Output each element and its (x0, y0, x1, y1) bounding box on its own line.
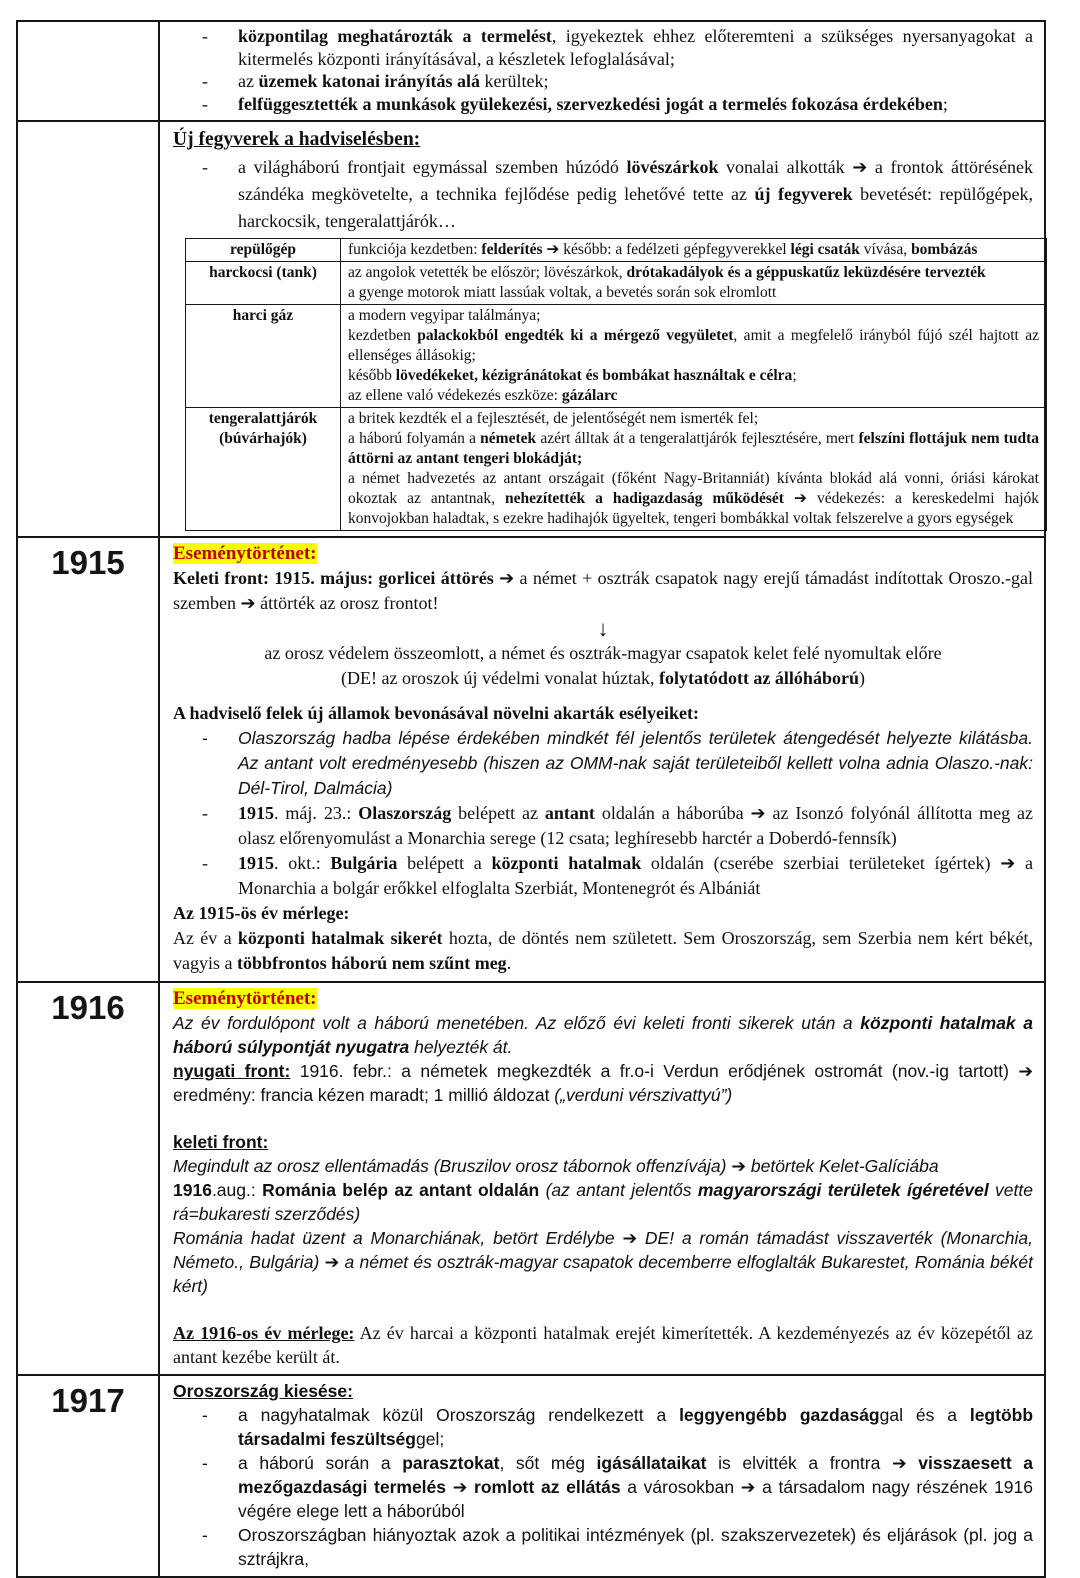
bullet-item (173, 726, 1033, 801)
bullet-marker: - (202, 1405, 208, 1425)
text-run: az angolok vetették be először; lövészárkok, (348, 264, 627, 281)
new-weapons-heading (173, 125, 1033, 154)
text-run: („verduni vérszivattyú”) (554, 1085, 733, 1105)
text-run: igásállataikat (596, 1453, 707, 1473)
text-run: később: a fedélzeti gépfegyverekkel (559, 241, 791, 258)
text-run: parasztokat (402, 1453, 500, 1473)
weapons-table-row (186, 262, 1047, 305)
row-1915 (18, 536, 1044, 981)
year-label-1915: 1915 (18, 538, 160, 981)
text-run: Az év harcai a központi hatalmak erejét kimerítették. A kezdeményezés az év közepétől az antant kezébe került át. (173, 1323, 1033, 1367)
weapon-description-line (348, 326, 1039, 366)
text-run: a modern vegyipar találmánya; (348, 307, 541, 324)
bullet-marker: - (202, 803, 208, 823)
text-run: harckocsi (tank) (209, 264, 317, 281)
text-run: a háború folyamán a (348, 430, 481, 447)
content-cell-1915 (160, 538, 1044, 981)
text-run: ➔ (499, 568, 515, 588)
text-run: Az év fordulópont volt a háború menetében. Az előző évi keleti fronti sikerek után a (173, 1013, 861, 1033)
text-run: Megindult az orosz ellentámadás (Bruszilov orosz tábornok offenzívája) (173, 1156, 732, 1176)
bullet-marker: - (202, 157, 208, 177)
text-run: palackokból engedték ki a mérgező vegyületet (417, 327, 734, 344)
text-run: az Isonzó folyónál állította meg az olasz előrenyomulást a Monarchia serege (12 csata; leghíresebb harctér a Doberdó-fennsík) (238, 803, 1033, 848)
spacer (173, 691, 1033, 701)
text-run: gázálarc (561, 387, 618, 404)
text-run: ; (792, 367, 797, 384)
text-run: ➔ (1000, 853, 1016, 873)
document-table (16, 20, 1046, 1578)
text-run: az orosz védelem összeomlott, a német és osztrák-magyar csapatok kelet felé nyomultak előre (264, 643, 942, 663)
text-run: visszaesett a mezőgazdasági termelés (238, 1453, 1033, 1497)
text-run: , amit a megfelelő irányból fújó szél hajtott az ellenséges állásokig; (348, 327, 1040, 364)
romania-entry-paragraph (173, 1178, 1033, 1226)
text-run: Új fegyverek a hadviselésben: (173, 129, 421, 150)
text-run: funkciója kezdetben: (348, 241, 482, 258)
event-history-heading-1915 (173, 541, 1033, 566)
bullet-item (173, 1451, 1033, 1523)
text-run: Az 1916-os év mérlege: (173, 1323, 355, 1343)
text-run: Oroszországban hiányoztak azok a politikai intézmények (pl. szakszervezetek) és eljárások (pl. jog a sztrájkra, (238, 1525, 1033, 1569)
balance-1916-paragraph (173, 1321, 1033, 1369)
text-run: ; (942, 93, 948, 114)
weapon-term-cell (186, 262, 341, 305)
text-run: központi hatalmak (491, 853, 642, 873)
text-run: hozta, de döntés nem született. Sem Oroszország, sem Szerbia nem kért békét, vagyis a (173, 928, 1033, 973)
content-cell-weapons (160, 122, 1044, 536)
bullet-marker: - (202, 93, 208, 114)
weapon-description-line (348, 429, 1039, 469)
text-run: ➔ (240, 593, 256, 613)
bullet-marker: - (202, 1453, 208, 1473)
text-run: Keleti front: 1915. május: gorlicei áttörés (173, 568, 500, 588)
text-run: 1915 (238, 803, 274, 823)
weapons-table (185, 238, 1047, 531)
down-arrow (173, 616, 1033, 641)
text-run: nyugati front: (173, 1061, 291, 1081)
bullet-marker: - (202, 728, 208, 748)
text-run: az ellene való védekezés eszköze: (348, 387, 562, 404)
text-run: központilag meghatározták a termelést (238, 26, 552, 46)
bullet-item (173, 25, 1033, 70)
balance-1915-paragraph (173, 926, 1033, 976)
text-run: gal és a (879, 1405, 970, 1425)
turning-point-paragraph (173, 1011, 1033, 1059)
year-cell-empty (18, 122, 160, 536)
text-run: Románia belép az antant oldalán (262, 1180, 546, 1200)
weapon-description-line (348, 366, 1039, 386)
text-run: magyarországi területek ígéretével (697, 1180, 989, 1200)
text-run: (az antant jelentős (545, 1180, 698, 1200)
text-run: a háború során a (238, 1453, 403, 1473)
text-run: kerültek; (480, 71, 549, 91)
text-run: védekezés: a kereskedelmi hajók konvojokban haladtak, s ezekre hadihajók ügyeltek, tengeri bombákkal voltak felszerelve a gyors egységek (348, 490, 1040, 527)
text-run: , sőt még (499, 1453, 597, 1473)
weapon-description-line (348, 409, 1039, 429)
eastern-front-heading (173, 1130, 1033, 1154)
text-run: ➔ (740, 1477, 756, 1497)
weapon-description-cell (341, 262, 1047, 305)
weapons-table-row (186, 408, 1047, 531)
text-run: repülőgép (229, 241, 297, 258)
bullet-text (238, 726, 1033, 801)
western-front-paragraph (173, 1059, 1033, 1107)
bullet-marker: - (202, 853, 208, 873)
text-run: A hadviselő felek új államok bevonásával növelni akarták esélyeiket: (173, 703, 700, 723)
text-run: felfüggesztették a munkások gyülekezési, szervezkedési jogát a termelés fokozása érdekében (238, 93, 943, 114)
text-run: németek (480, 430, 537, 447)
weapon-description-line (348, 283, 1039, 303)
highlighted-label: Eseménytörténet: (173, 543, 317, 564)
text-run (907, 1453, 919, 1473)
text-run: ➔ (1018, 1061, 1033, 1081)
bullet-text (238, 25, 1033, 70)
text-run: Bulgária (330, 853, 398, 873)
text-run: felszíni flottájuk nem tudta áttörni az antant tengeri blokádját; (348, 430, 1039, 467)
weapon-description-line (348, 386, 1039, 406)
bullet-text (238, 1523, 1033, 1571)
text-run: ) (858, 668, 865, 688)
text-run: ➔ (324, 1252, 340, 1272)
weapon-term-cell (186, 408, 341, 531)
text-run: áttörték az orosz frontot! (255, 593, 439, 613)
bullet-text (238, 1403, 1033, 1451)
year-label-1916: 1916 (18, 983, 160, 1374)
weapons-table-body (186, 239, 1047, 531)
text-run: gel; (415, 1429, 445, 1449)
russia-exit-heading (173, 1379, 1033, 1403)
text-run: .aug.: (211, 1180, 263, 1200)
text-run: felderítés (481, 241, 543, 258)
weapon-description-line (348, 469, 1039, 529)
text-run: Románia hadat üzent a Monarchiának, betört Erdélybe (173, 1228, 623, 1248)
text-run: 1915 (238, 853, 274, 873)
text-run: belépett az (451, 803, 545, 823)
text-run: üzemek katonai irányítás alá (258, 71, 480, 91)
weapon-term-cell (186, 239, 341, 262)
bullet-marker: - (202, 26, 208, 46)
text-run: 1916. febr.: a németek megkezdték a fr.o-i Verdun erődjének ostromát (nov.-ig tartott) (290, 1061, 1019, 1081)
text-run: 1916 (173, 1180, 212, 1200)
text-run: központi hatalmak a háború súlypontját nyugatra (173, 1013, 1033, 1057)
bullet-text (238, 801, 1033, 851)
text-run: a frontok áttörésének szándéka megkövetelte, a technika fejlődése pedig lehetővé tette az (238, 157, 1034, 204)
text-run: légi csaták (790, 241, 860, 258)
text-run: romlott az ellátás (474, 1477, 621, 1497)
text-run: új fegyverek (754, 184, 853, 204)
text-run: antant (544, 803, 595, 823)
weapon-description-cell (341, 305, 1047, 408)
content-cell-1917 (160, 1376, 1044, 1576)
spacer (173, 1107, 1033, 1130)
text-run: . okt.: (274, 853, 331, 873)
text-run: a német hadvezetés az antant országait (főként Nagy-Britanniát) kívánta blokád alá vonni, óriási károkat okoztak az antantnak, (348, 470, 1039, 507)
weapon-description-line (348, 306, 1039, 326)
text-run: DE! a román támadást visszaverték (Monarchia, Németo., Bulgária) (173, 1228, 1033, 1272)
text-run: ➔ (794, 490, 807, 507)
eastern-front-1915-paragraph (173, 566, 1033, 616)
text-run: a gyenge motorok miatt lassúak voltak, a bevetés során sok elromlott (348, 284, 777, 301)
text-run: a Monarchia a bolgár erőkkel elfoglalta Szerbiát, Montenegrót és Albániát (238, 853, 1033, 898)
text-run: drótakadályok és a géppuskatűz leküzdésére tervezték (626, 264, 986, 281)
text-run: leggyengébb gazdaság (679, 1405, 880, 1425)
text-run: , igyekeztek ehhez előteremteni a szükséges nyersanyagokat a kitermelés központi irányításával, a készletek lefoglalásával; (238, 26, 1033, 69)
text-run: helyezték át. (409, 1037, 513, 1057)
balance-1915-heading (173, 901, 1033, 926)
bullet-text (238, 93, 1033, 116)
text-run: bombázás (911, 241, 978, 258)
text-run: folytatódott az állóháború (658, 668, 859, 688)
bullet-item (173, 1403, 1033, 1451)
new-states-heading (173, 701, 1033, 726)
text-run: oldalán a háborúba (594, 803, 751, 823)
weapon-description-line (348, 240, 1039, 260)
brusilov-paragraph (173, 1154, 1033, 1178)
text-run: a britek kezdték el a fejlesztését, de jelentőségét nem ismerték fel; (348, 410, 759, 427)
text-run: a társadalom nagy részének 1916 végére elege lett a háborúból (238, 1477, 1033, 1521)
text-run: Az év a (173, 928, 238, 948)
text-run (446, 1477, 453, 1497)
weapons-table-row (186, 239, 1047, 262)
text-run: harci gáz (232, 307, 294, 324)
text-run: ➔ (452, 1477, 468, 1497)
event-history-heading-1916 (173, 986, 1033, 1011)
text-run: Olaszország (358, 803, 452, 823)
bullet-text (238, 851, 1033, 901)
text-run: eredmény: francia kézen maradt; 1 millió áldozat (173, 1085, 555, 1105)
row-war-economy-continued (18, 22, 1044, 120)
text-run: ↓ (597, 616, 609, 641)
text-run: legtöbb társadalmi feszültség (238, 1405, 1034, 1449)
romania-war-paragraph (173, 1226, 1033, 1298)
text-run: ➔ (750, 803, 766, 823)
consequence-line-2 (173, 666, 1033, 691)
text-run: a német + osztrák csapatok nagy erejű támadást indítottak Oroszo.-gal szemben (173, 568, 1033, 613)
text-run: nehezítették a hadigazdaság működését (505, 490, 784, 507)
text-run: azért álltak át a tengeralattjárók fejlesztésére, mert (536, 430, 859, 447)
text-run: a városokban (620, 1477, 741, 1497)
text-run: ➔ (852, 157, 868, 177)
text-run (784, 490, 794, 507)
bullet-marker: - (202, 1525, 208, 1545)
bullet-item (173, 154, 1033, 235)
text-run: lövedékeket, kézigránátokat és bombákat használtak e célra (395, 367, 793, 384)
row-new-weapons (18, 120, 1044, 536)
text-run: többfrontos háború nem szűnt meg (236, 953, 507, 973)
text-run: vonalai alkották (718, 157, 853, 177)
text-run: a világháború frontjait egymással szemben húzódó (238, 157, 627, 177)
text-run: . (506, 953, 512, 973)
text-run: keleti front: (173, 1132, 269, 1152)
content-cell-intro (160, 22, 1044, 120)
spacer (173, 1298, 1033, 1321)
weapon-term-cell (186, 305, 341, 408)
text-run: vette rá=bukaresti szerződés) (173, 1180, 1033, 1224)
bullet-item (173, 1523, 1033, 1571)
year-cell-empty (18, 22, 160, 120)
weapon-description-cell (341, 408, 1047, 531)
bullet-text (238, 154, 1033, 235)
bullet-text (238, 70, 1033, 93)
bullet-item (173, 801, 1033, 851)
text-run: vívása, (859, 241, 912, 258)
bullet-text (238, 1451, 1033, 1523)
bullet-item (173, 70, 1033, 93)
text-run: Olaszország hadba lépése érdekében mindkét fél jelentős területek átengedését helyezte kilátásba. Az antant volt eredményesebb (hiszen az OMM-nak saját területeiből kellett volna adnia Olaszo.-nak: Dél-Tirol, Dalmácia) (238, 728, 1033, 798)
row-1917 (18, 1374, 1044, 1576)
weapon-description-line (348, 263, 1039, 283)
text-run: később (348, 367, 396, 384)
text-run: központi hatalmak sikerét (237, 928, 443, 948)
bullet-item (173, 851, 1033, 901)
text-run: tengeralattjárók (búvárhajók) (208, 410, 318, 447)
text-run: az (238, 71, 259, 91)
text-run: a német és osztrák-magyar csapatok decemberre elfoglalták Bukarestet, Románia békét kért) (173, 1252, 1033, 1296)
text-run: . máj. 23.: (274, 803, 359, 823)
row-1916 (18, 981, 1044, 1374)
text-run: (DE! az oroszok új védelmi vonalat húztak, (341, 668, 659, 688)
weapons-table-row (186, 305, 1047, 408)
text-run: ➔ (546, 241, 560, 258)
text-run: belépett a (397, 853, 492, 873)
text-run: a nagyhatalmak közül Oroszország rendelkezett a (238, 1405, 680, 1425)
highlighted-label: Eseménytörténet: (173, 988, 317, 1009)
text-run: ➔ (622, 1228, 638, 1248)
bullet-marker: - (202, 71, 208, 91)
weapon-description-cell (341, 239, 1047, 262)
content-cell-1916 (160, 983, 1044, 1374)
text-run: bevetését: repülőgépek, harckocsik, tengeralattjárók… (238, 184, 1033, 231)
text-run: ➔ (731, 1156, 746, 1176)
year-label-1917: 1917 (18, 1376, 160, 1576)
text-run: kezdetben (348, 327, 418, 344)
text-run: Az 1915-ös év mérlege: (173, 903, 350, 923)
text-run: oldalán (cserébe szerbiai területeket ígértek) (641, 853, 1001, 873)
text-run: betörtek Kelet-Galíciába (746, 1156, 939, 1176)
bullet-item (173, 93, 1033, 116)
text-run: lövészárkok (626, 157, 719, 177)
text-run: is elvitték a frontra (706, 1453, 892, 1473)
text-run: ➔ (891, 1453, 907, 1473)
consequence-line-1 (173, 641, 1033, 666)
text-run: Oroszország kiesése: (173, 1381, 353, 1401)
